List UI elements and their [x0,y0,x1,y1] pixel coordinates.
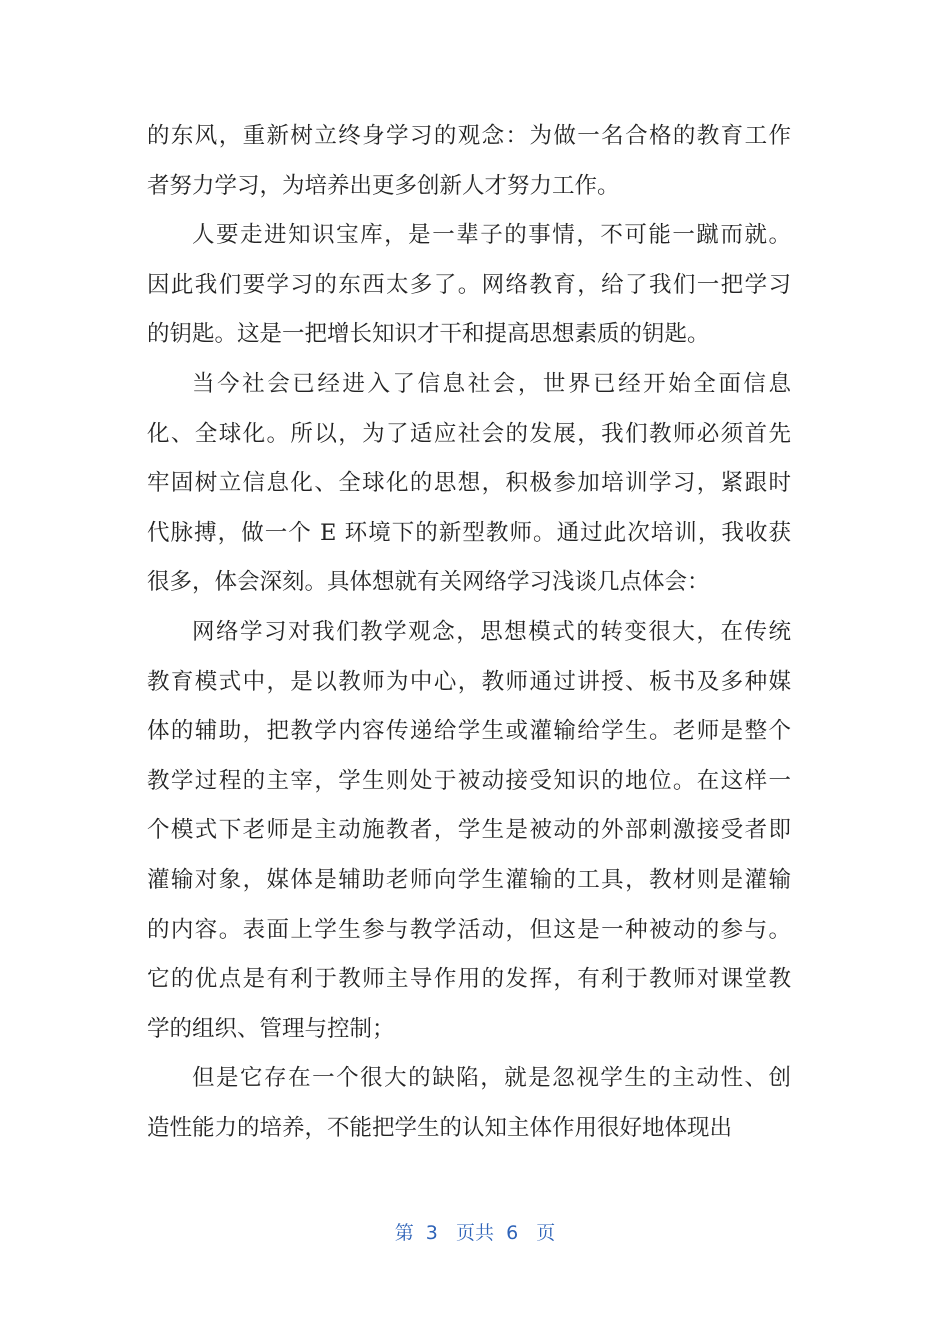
text-line: 它的优点是有利于教师主导作用的发挥，有利于教师对课堂教 [147,966,791,993]
text-line: 体的辅助，把教学内容传递给学生或灌输给学生。老师是整个 [147,718,791,745]
text-line: 牢固树立信息化、全球化的思想，积极参加培训学习，紧跟时 [147,470,791,497]
text-line: 的内容。表面上学生参与教学活动，但这是一种被动的参与。 [147,916,791,943]
text-line: 代脉搏，做一个 E 环境下的新型教师。通过此次培训，我收获 [147,519,791,546]
text-line: 造性能力的培养，不能把学生的认知主体作用很好地体现出 [147,1114,733,1141]
text-line: 化、全球化。所以，为了适应社会的发展，我们教师必须首先 [147,420,791,447]
document-body [147,112,791,1153]
text-line: 的钥匙。这是一把增长知识才干和提高思想素质的钥匙。 [147,321,710,348]
text-line: 教学过程的主宰，学生则处于被动接受知识的地位。在这样一 [147,767,791,794]
page-number-footer: 第 3 页共 6 页 [394,1222,556,1244]
text-line: 灌输对象，媒体是辅助老师向学生灌输的工具，教材则是灌输 [147,866,791,893]
text-line: 当今社会已经进入了信息社会，世界已经开始全面信息 [192,370,791,397]
text-line: 学的组织、管理与控制； [147,1015,395,1042]
text-line: 网络学习对我们教学观念，思想模式的转变很大，在传统 [192,618,791,645]
text-line: 的东风，重新树立终身学习的观念：为做一名合格的教育工作 [147,123,791,149]
text-line: 但是它存在一个很大的缺陷，就是忽视学生的主动性、创 [192,1065,791,1092]
text-line: 人要走进知识宝库，是一辈子的事情，不可能一蹴而就。 [192,222,791,249]
text-line: 个模式下老师是主动施教者，学生是被动的外部刺激接受者即 [147,817,791,844]
text-line: 很多，体会深刻。具体想就有关网络学习浅谈几点体会： [147,569,710,596]
text-line: 教育模式中，是以教师为中心，教师通过讲授、板书及多种媒 [147,668,791,695]
text-line: 因此我们要学习的东西太多了。网络教育，给了我们一把学习 [147,271,791,298]
text-line: 者努力学习，为培养出更多创新人才努力工作。 [147,172,620,199]
